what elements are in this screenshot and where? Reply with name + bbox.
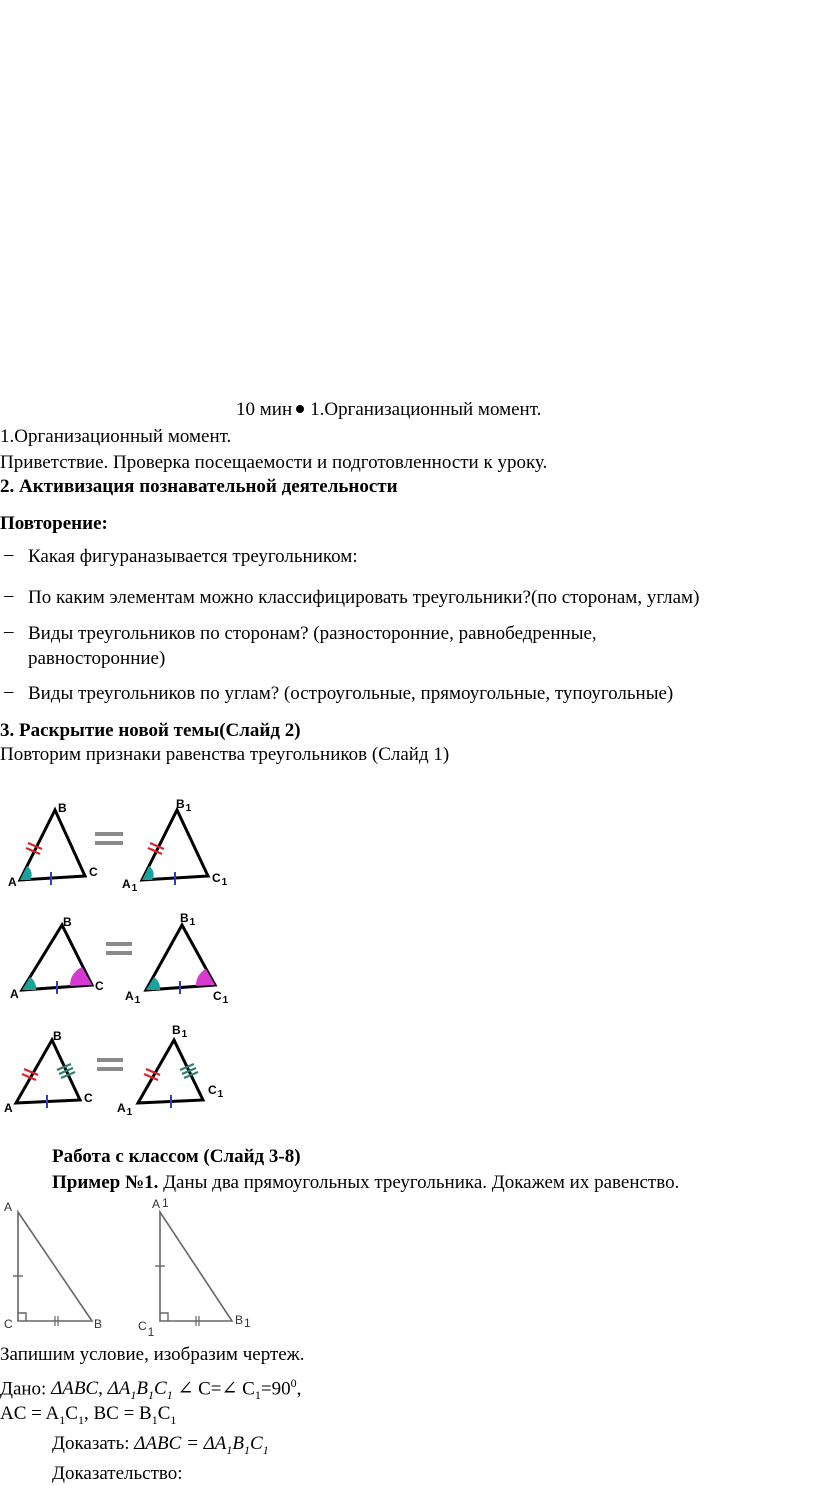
right-angle-mark xyxy=(18,1313,26,1321)
bullet-dash-icon: – xyxy=(4,544,14,565)
triangle-a1b1c1-1 xyxy=(122,797,228,894)
bullet-dash-icon: – xyxy=(4,585,14,606)
given-comma: , xyxy=(296,1378,302,1400)
given-angle: C= xyxy=(193,1378,222,1400)
write-condition-line: Запишим условие, изобразим чертеж. xyxy=(0,1344,305,1365)
sides-text: C xyxy=(157,1403,171,1424)
equals-sign xyxy=(97,1058,123,1071)
triangle-a1b1c1-2 xyxy=(125,911,229,1006)
section3-title: 3. Раскрытие новой темы(Слайд 2) xyxy=(0,720,301,741)
question-text: Виды треугольников по сторонам? (разносторонние, равнобедренные, xyxy=(28,623,597,644)
subscript: 1 xyxy=(77,1412,84,1427)
vertex-label: C1 xyxy=(138,1319,155,1339)
section1-text: Приветствие. Проверка посещаемости и подготовленности к уроку. xyxy=(0,452,548,473)
vertex-label: $B_1$ xyxy=(172,1023,188,1040)
subscript: 1 xyxy=(170,1412,177,1427)
sides-text: , BC = B xyxy=(83,1403,152,1424)
section1-title: 1.Организационный момент. xyxy=(0,426,232,447)
example-text: Даны два прямоугольных треугольника. Докажем их равенство. xyxy=(158,1172,680,1193)
right-angle-mark xyxy=(160,1313,168,1321)
angle-icon: ∠ xyxy=(221,1378,238,1400)
question-text: По каким элементам можно классифицировать треугольники?(по сторонам, углам) xyxy=(28,587,700,608)
vertex-label: A xyxy=(10,987,19,1001)
vertex-label: B xyxy=(53,1029,62,1043)
equals-sign xyxy=(95,832,123,845)
bullet-dash-icon: – xyxy=(4,681,14,702)
example-line xyxy=(52,1172,679,1194)
vertex-label: B1 xyxy=(235,1313,251,1330)
vertex-label: $B_1$ xyxy=(176,797,192,814)
given-label: Дано: xyxy=(0,1378,52,1400)
subscript: 1 xyxy=(59,1412,66,1427)
question-text: Виды треугольников по углам? (остроугольные, прямоугольные, тупоугольные) xyxy=(28,683,674,704)
sides-line xyxy=(0,1403,176,1431)
vertex-label: A xyxy=(4,1200,13,1214)
vertex-label: $C_1$ xyxy=(213,989,229,1006)
congruence-criteria-figure xyxy=(0,790,240,1130)
question-text-continued: равносторонние) xyxy=(28,648,166,669)
vertex-label: $C_1$ xyxy=(208,1083,224,1100)
angle-icon: ∠ xyxy=(177,1378,194,1400)
proof-label: Доказательство: xyxy=(52,1463,183,1484)
given-angle-value: =90 xyxy=(260,1378,291,1400)
vertex-label: $A_1$ xyxy=(122,877,138,894)
header-stage: 1.Организационный момент. xyxy=(310,399,542,420)
vertex-label: $C_1$ xyxy=(212,871,228,888)
given-line xyxy=(0,1372,301,1406)
triangle-abc-right xyxy=(4,1200,102,1331)
triangle-a1b1c1-right xyxy=(138,1196,251,1339)
vertex-label: C xyxy=(95,979,104,993)
vertex-label: C xyxy=(89,865,98,879)
question-text: Какая фигураназывается треугольником: xyxy=(28,546,358,567)
equals-sign xyxy=(106,942,132,955)
degree-mark: 0 xyxy=(290,1376,297,1390)
vertex-label: A xyxy=(8,875,17,889)
vertex-label: B xyxy=(58,801,67,815)
vertex-label: $A_1$ xyxy=(117,1101,133,1118)
vertex-label: A xyxy=(4,1101,13,1115)
vertex-label: C xyxy=(4,1317,13,1331)
subscript: 1 xyxy=(151,1412,158,1427)
subscript: 1 xyxy=(254,1388,261,1403)
section3-intro: Повторим признаки равенства треугольников (Слайд 1) xyxy=(0,744,450,765)
prove-label: Доказать: xyxy=(52,1433,135,1454)
prove-line xyxy=(52,1433,269,1461)
work-title: Работа с классом (Слайд 3-8) xyxy=(52,1146,301,1167)
vertex-label: B xyxy=(63,915,72,929)
triangle-a1b1c1-3 xyxy=(117,1023,224,1118)
vertex-label: B xyxy=(94,1317,103,1331)
sides-text: AC = A xyxy=(0,1403,60,1424)
bullet-dash-icon: – xyxy=(4,621,14,642)
vertex-label: $A_1$ xyxy=(125,989,141,1006)
angle-a-mark xyxy=(22,977,36,990)
given-triangles: ΔABC, $\Delta A_1B_1C_1$ xyxy=(51,1378,173,1403)
vertex-label: C xyxy=(84,1091,93,1105)
bullet-dot-icon xyxy=(296,405,304,413)
vertex-label: $B_1$ xyxy=(180,911,196,928)
triangle-abc-2 xyxy=(10,915,104,1001)
lesson-time: 10 мин xyxy=(236,399,293,420)
right-triangles-figure xyxy=(0,1196,280,1346)
sides-text: C xyxy=(65,1403,78,1424)
prove-expression: $\Delta ABC = \Delta A_1B_1C_1$ xyxy=(134,1433,269,1457)
triangle-abc-3 xyxy=(4,1029,93,1115)
section2-title: 2. Активизация познавательной деятельности xyxy=(0,476,398,497)
header-line xyxy=(236,399,541,421)
vertex-label: A 1 xyxy=(152,1196,169,1211)
triangle-abc-1 xyxy=(8,801,98,889)
example-label: Пример №1. xyxy=(52,1172,159,1193)
repeat-label: Повторение: xyxy=(0,513,108,534)
given-angle-c1: C xyxy=(237,1378,255,1400)
